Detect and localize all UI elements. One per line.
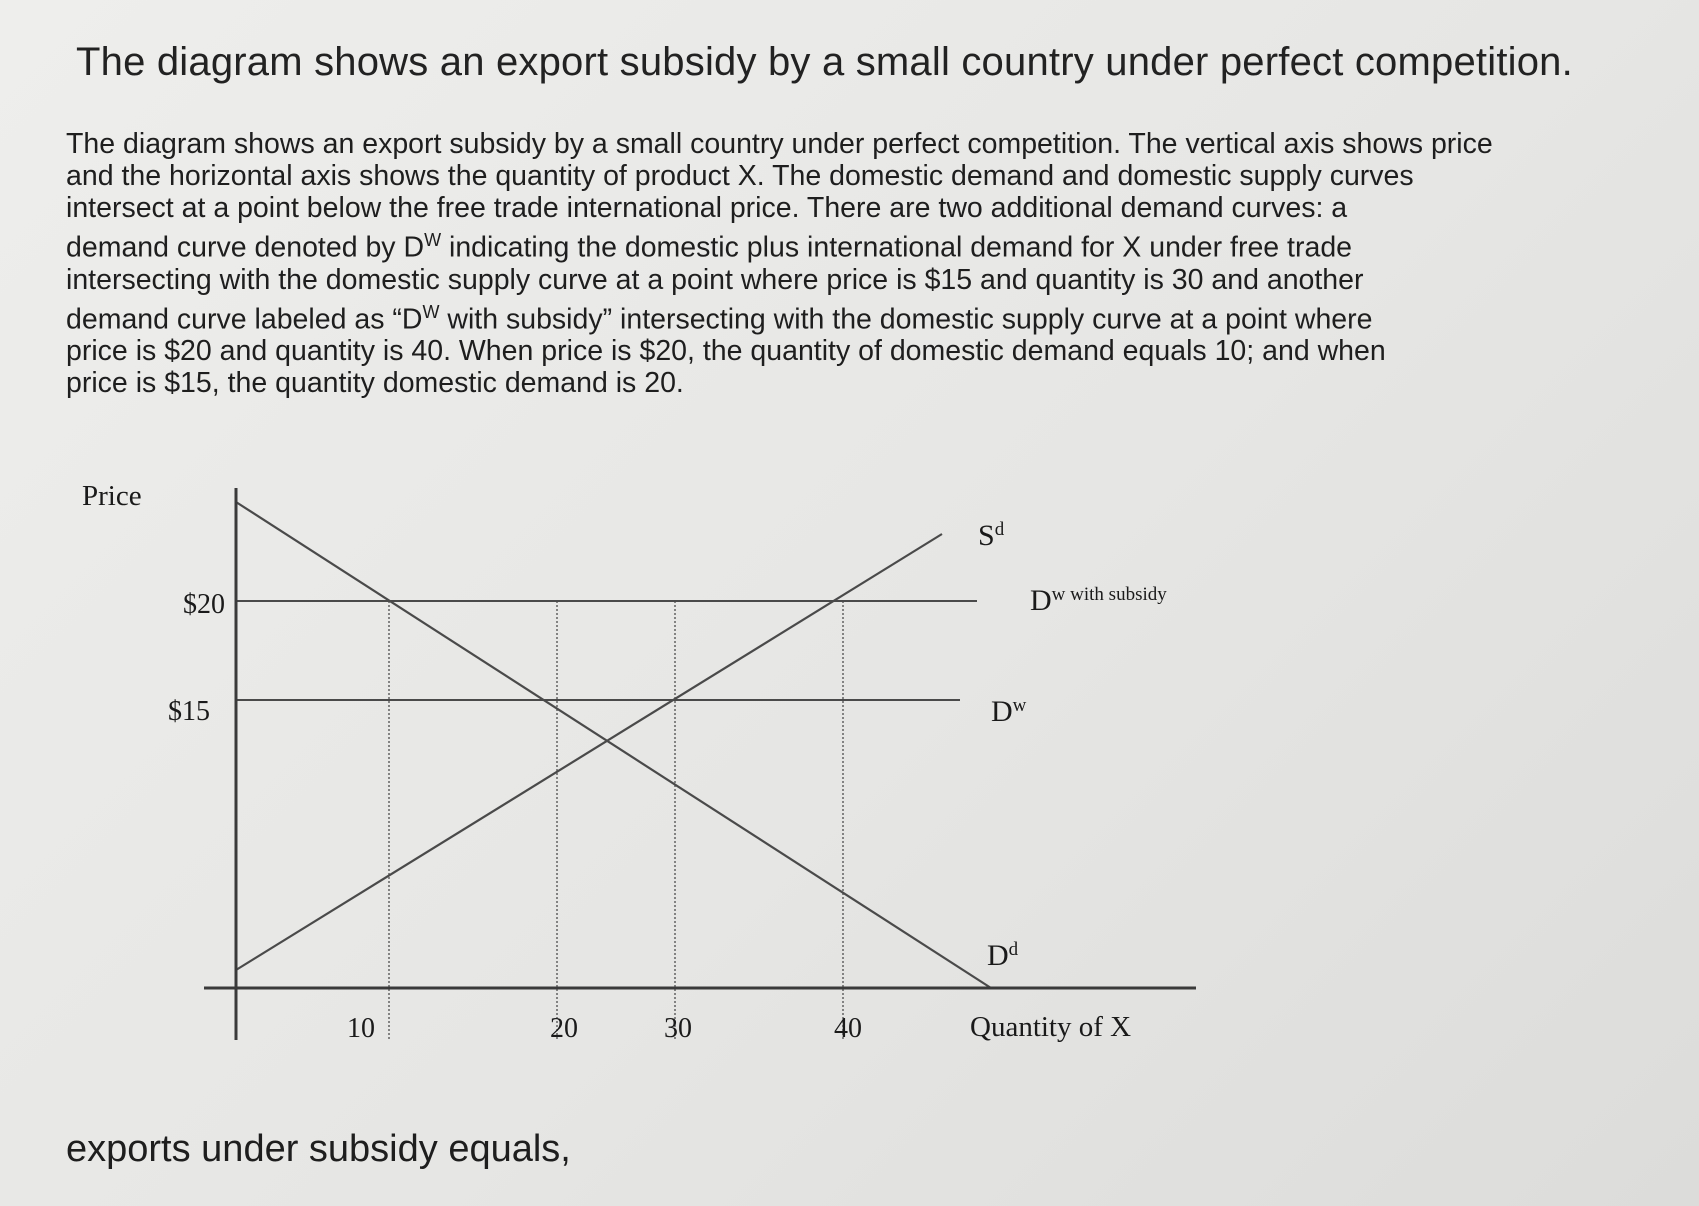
description-line: price is $20 and quantity is 40. When price is $20, the quantity of domestic demand equals 10; and when — [66, 335, 1386, 367]
quantity-label-10: 10 — [347, 1013, 375, 1044]
superscript-w: W — [422, 301, 440, 322]
supply-curve-letter: S — [978, 519, 995, 552]
world-demand-letter: D — [991, 695, 1013, 728]
quantity-label-20: 20 — [550, 1013, 578, 1044]
description-text: demand curve labeled as “D — [66, 303, 423, 335]
description-line: price is $15, the quantity domestic demand is 20. — [66, 367, 684, 399]
domestic-demand-label — [987, 939, 1019, 972]
description-text: demand curve denoted by D — [66, 231, 425, 264]
description-text: with subsidy” intersecting with the domestic supply curve at a point where — [439, 303, 1373, 335]
world-demand-sup: w — [1012, 695, 1027, 716]
supply-curve-sup: d — [994, 519, 1005, 540]
world-demand-subsidy-label — [1030, 584, 1167, 617]
page-title: The diagram shows an export subsidy by a small country under perfect competition. — [76, 40, 1573, 84]
description-line: intersect at a point below the free trade international price. There are two additional demand curves: a — [66, 192, 1348, 224]
domestic-demand-letter: D — [987, 939, 1009, 972]
quantity-label-40: 40 — [834, 1013, 862, 1044]
description-line: The diagram shows an export subsidy by a small country under perfect competition. The vertical axis shows price — [66, 128, 1493, 160]
description-line: intersecting with the domestic supply curve at a point where price is $15 and quantity is 30 and another — [66, 263, 1364, 296]
supply-curve-label — [978, 519, 1005, 552]
world-demand-subsidy-sup: w with subsidy — [1051, 584, 1167, 605]
x-axis-label: Quantity of X — [970, 1011, 1132, 1043]
domestic-supply-curve — [236, 534, 942, 970]
price-label-20: $20 — [183, 589, 225, 620]
description-line: and the horizontal axis shows the quantity of product X. The domestic demand and domestic supply curves — [66, 160, 1414, 192]
domestic-demand-sup: d — [1008, 939, 1019, 960]
world-demand-label — [991, 695, 1027, 728]
world-demand-subsidy-letter: D — [1030, 584, 1052, 617]
question-prompt: exports under subsidy equals, — [66, 1128, 571, 1170]
price-label-15: $15 — [168, 696, 210, 727]
superscript-w: W — [424, 230, 442, 250]
y-axis-label: Price — [82, 480, 142, 512]
quantity-label-30: 30 — [664, 1013, 692, 1044]
description-text: indicating the domestic plus international demand for X under free trade — [441, 231, 1353, 264]
